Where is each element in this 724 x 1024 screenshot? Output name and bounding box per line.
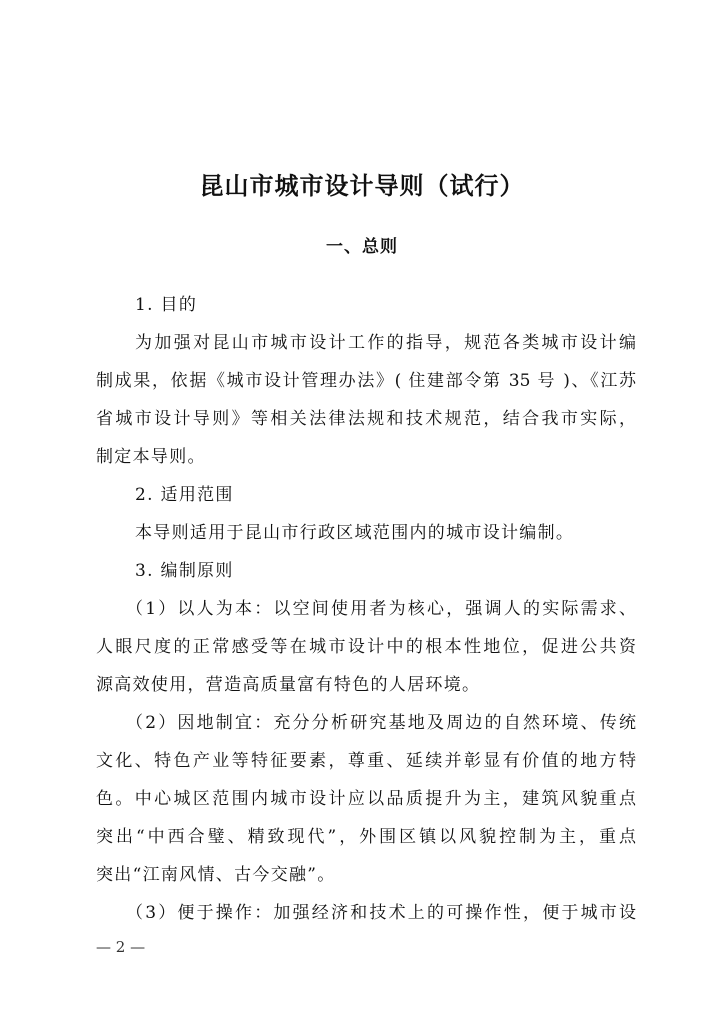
paragraph-line: 为加强对昆山市城市设计工作的指导，规范各类城市设计编 (135, 333, 636, 353)
heading-principles: 3. 编制原则 (135, 561, 234, 581)
heading-scope: 2. 适用范围 (135, 485, 234, 505)
paragraph-line: 源高效使用，营造高质量富有特色的人居环境。 (96, 675, 481, 695)
document-title: 昆山市城市设计导则（试行） (199, 171, 525, 200)
section-heading-general: 一、总则 (326, 237, 398, 257)
paragraph-line: 突出“中西合璧、精致现代”，外围区镇以风貌控制为主，重点 (96, 827, 636, 847)
paragraph-line: （3）便于操作：加强经济和技术上的可操作性，便于城市设 (126, 903, 636, 923)
paragraph-line: 文化、特色产业等特征要素，尊重、延续并彰显有价值的地方特 (96, 751, 636, 771)
paragraph-line: 色。中心城区范围内城市设计应以品质提升为主，建筑风貌重点 (96, 789, 636, 809)
paragraph-line: 制成果，依据《城市设计管理办法》( 住建部令第 35 号 )、《江苏 (96, 371, 636, 391)
paragraph-line: 制定本导则。 (96, 447, 206, 467)
paragraph-line: 突出“江南风情、古今交融”。 (96, 865, 336, 885)
page-number: — 2 — (96, 938, 146, 956)
paragraph-line: 本导则适用于昆山市行政区域范围内的城市设计编制。 (135, 523, 575, 543)
paragraph-line: （1）以人为本：以空间使用者为核心，强调人的实际需求、 (126, 599, 636, 619)
paragraph-line: （2）因地制宜：充分分析研究基地及周边的自然环境、传统 (126, 713, 636, 733)
paragraph-line: 省城市设计导则》等相关法律法规和技术规范，结合我市实际， (96, 409, 636, 429)
heading-purpose: 1. 目的 (135, 295, 198, 315)
paragraph-line: 人眼尺度的正常感受等在城市设计中的根本性地位，促进公共资 (96, 637, 636, 657)
